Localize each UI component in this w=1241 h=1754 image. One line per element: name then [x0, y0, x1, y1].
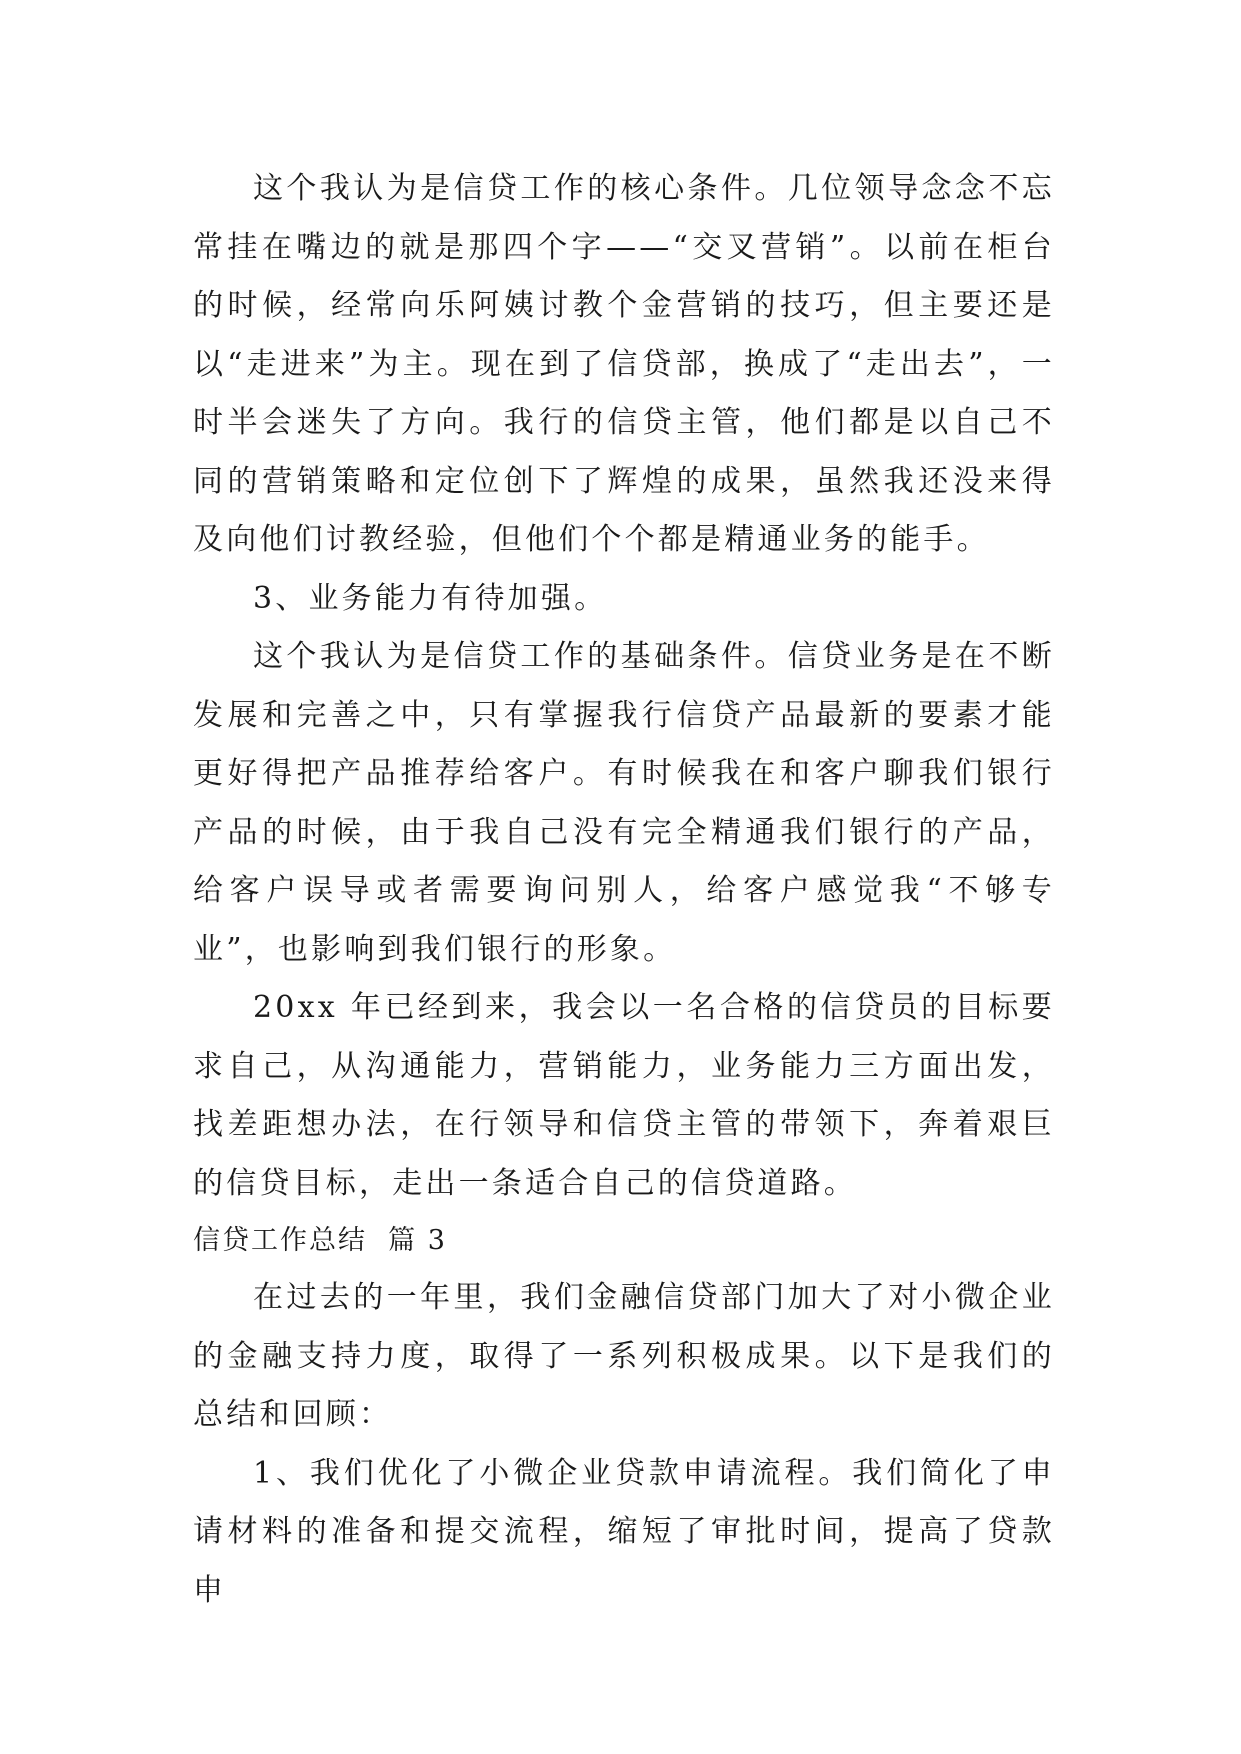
paragraph-business-ability-heading: 3、业务能力有待加强。	[253, 580, 608, 616]
document-body	[193, 160, 1055, 1620]
section-heading: 信贷工作总结 篇 3	[193, 1225, 447, 1256]
paragraph-new-year-goals: 20xx 年已经到来，我会以一名合格的信贷员的目标要求自己，从沟通能力，营销能力，业务能力三方面出发，找差距想办法，在行领导和信贷主管的带领下，奔着艰巨的信贷目标，走出一条适合自己的信贷道路。	[193, 990, 1055, 1201]
paragraph-basic-conditions: 这个我认为是信贷工作的基础条件。信贷业务是在不断发展和完善之中，只有掌握我行信贷产品最新的要素才能更好得把产品推荐给客户。有时候我在和客户聊我们银行产品的时候，由于我自己没有完全精通我们银行的产品，给客户误导或者需要询问别人，给客户感觉我“不够专业”，也影响到我们银行的形象。	[193, 639, 1055, 967]
paragraph-year-review: 在过去的一年里，我们金融信贷部门加大了对小微企业的金融支持力度，取得了一系列积极成果。以下是我们的总结和回顾：	[193, 1280, 1055, 1432]
paragraph-loan-process: 1、我们优化了小微企业贷款申请流程。我们简化了申请材料的准备和提交流程，缩短了审批时间，提高了贷款申	[193, 1455, 1055, 1608]
paragraph-core-conditions: 这个我认为是信贷工作的核心条件。几位领导念念不忘常挂在嘴边的就是那四个字——“交叉营销”。以前在柜台的时候，经常向乐阿姨讨教个金营销的技巧，但主要还是以“走进来”为主。现在到了信贷部，换成了“走出去”，一时半会迷失了方向。我行的信贷主管，他们都是以自己不同的营销策略和定位创下了辉煌的成果，虽然我还没来得及向他们讨教经验，但他们个个都是精通业务的能手。	[193, 171, 1055, 557]
